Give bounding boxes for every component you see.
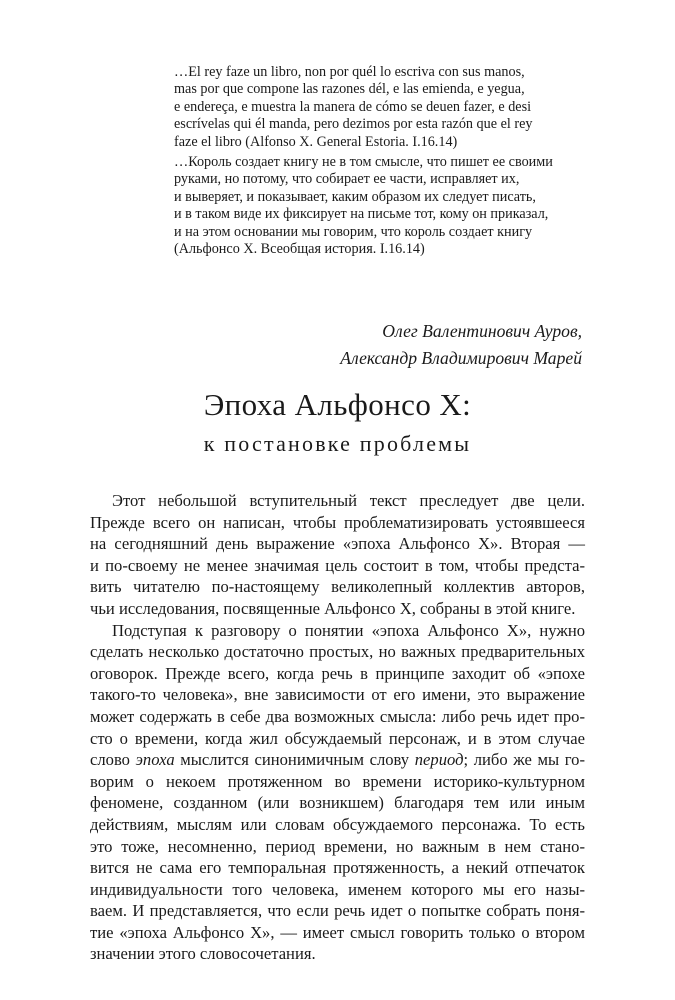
author-name: Олег Валентинович Ауров,	[382, 321, 582, 341]
text-line: такого-то человека», вне зависимости от его имени, это выражение	[90, 685, 585, 705]
text-line: чьи исследования, посвященные Альфонсо X, собраны в этой книге.	[90, 598, 576, 618]
text-line: ваем. И представляется, что если речь идет о попытке собрать поня-	[90, 901, 585, 921]
text-line: может содержать в себе два возможных смысла: либо речь идет про-	[90, 706, 585, 726]
text-line: сто о времени, когда жил обсуждаемый персонаж, и в этом случае	[90, 728, 585, 748]
authors-block	[340, 318, 582, 372]
text-segment: мыслится синонимичным слову	[174, 750, 415, 770]
text-line: Прежде всего он написан, чтобы проблематизировать устоявшееся	[90, 512, 585, 532]
text-line: значении этого словосочетания.	[90, 944, 316, 964]
text-line: действиям, мыслям или словам обсуждаемого персонажа. То есть	[90, 814, 585, 834]
chapter-title-line2: к постановке проблемы	[203, 431, 472, 456]
text-line: ворим о некоем протяженном во времени историко-культурном	[90, 771, 585, 791]
epigraph-line: …Король создает книгу не в том смысле, что пишет ее своими	[174, 154, 553, 170]
epigraph-line: (Альфонсо X. Всеобщая история. I.16.14)	[174, 241, 425, 258]
paragraph-2	[90, 620, 585, 966]
text-line: сделать несколько достаточно простых, но важных предварительных	[90, 642, 585, 662]
text-segment: слово	[90, 750, 136, 770]
text-line: тие «эпоха Альфонсо X», — имеет смысл говорить только о втором	[90, 922, 585, 942]
text-line: на сегодняшний день выражение «эпоха Альфонсо X». Вторая —	[90, 534, 585, 554]
chapter-title-line1: Эпоха Альфонсо X:	[203, 387, 472, 422]
epigraph-line: и выверяет, и показывает, каким образом их следует писать,	[174, 188, 536, 205]
text-line: вить читателю по-настоящему великолепный коллектив авторов,	[90, 577, 585, 597]
epigraph-line: escrívelas qui él manda, pero dezimos por esta razón que el rey	[174, 116, 533, 133]
text-line: индивидуальности того человека, именем которого мы его назы-	[90, 879, 585, 899]
epigraph-line: faze el libro (Alfonso X. General Estoria. I.16.14)	[174, 133, 458, 150]
text-line: и по-своему не менее значимая цель состоит в том, чтобы предста-	[90, 555, 585, 575]
epigraph-line: mas por que compone las razones dél, e las emienda, e yegua,	[174, 81, 525, 98]
author-name: Александр Владимирович Марей	[340, 348, 582, 368]
text-line: Подступая к разговору о понятии «эпоха Альфонсо X», нужно	[112, 620, 585, 640]
text-line: феномене, созданном (или возникшем) благодаря тем или иным	[90, 793, 585, 813]
text-line: оговорок. Прежде всего, когда речь в принципе заходит об «эпохе	[90, 663, 585, 683]
epigraph-line: руками, но потому, что собирает ее части, исправляет их,	[174, 171, 520, 188]
paragraph-1	[90, 490, 585, 620]
epigraph-spanish	[174, 64, 584, 151]
chapter-title	[0, 385, 675, 464]
text-line: это тоже, несомненно, период времени, но важным в нем стано-	[90, 836, 585, 856]
body-text	[90, 490, 585, 965]
italic-term-epoch: эпоха	[135, 750, 175, 770]
text-line: вится не сама его темпоральная протяженность, а некий отпечаток	[90, 858, 585, 878]
text-segment: ; либо же мы го-	[463, 750, 585, 770]
text-line: Этот небольшой вступительный текст преследует две цели.	[112, 491, 585, 510]
epigraph-line: …El rey faze un libro, non por quél lo escriva con sus manos,	[174, 64, 525, 80]
italic-term-period: период	[414, 750, 464, 770]
epigraph-line: e endereça, e muestra la manera de cómo se deuen fazer, e desi	[174, 98, 532, 115]
epigraph-line: и на этом основании мы говорим, что король создает книгу	[174, 223, 533, 240]
text-line	[90, 749, 585, 771]
epigraph-line: и в таком виде их фиксирует на письме тот, кому он приказал,	[174, 206, 549, 223]
epigraph-russian	[174, 154, 584, 258]
